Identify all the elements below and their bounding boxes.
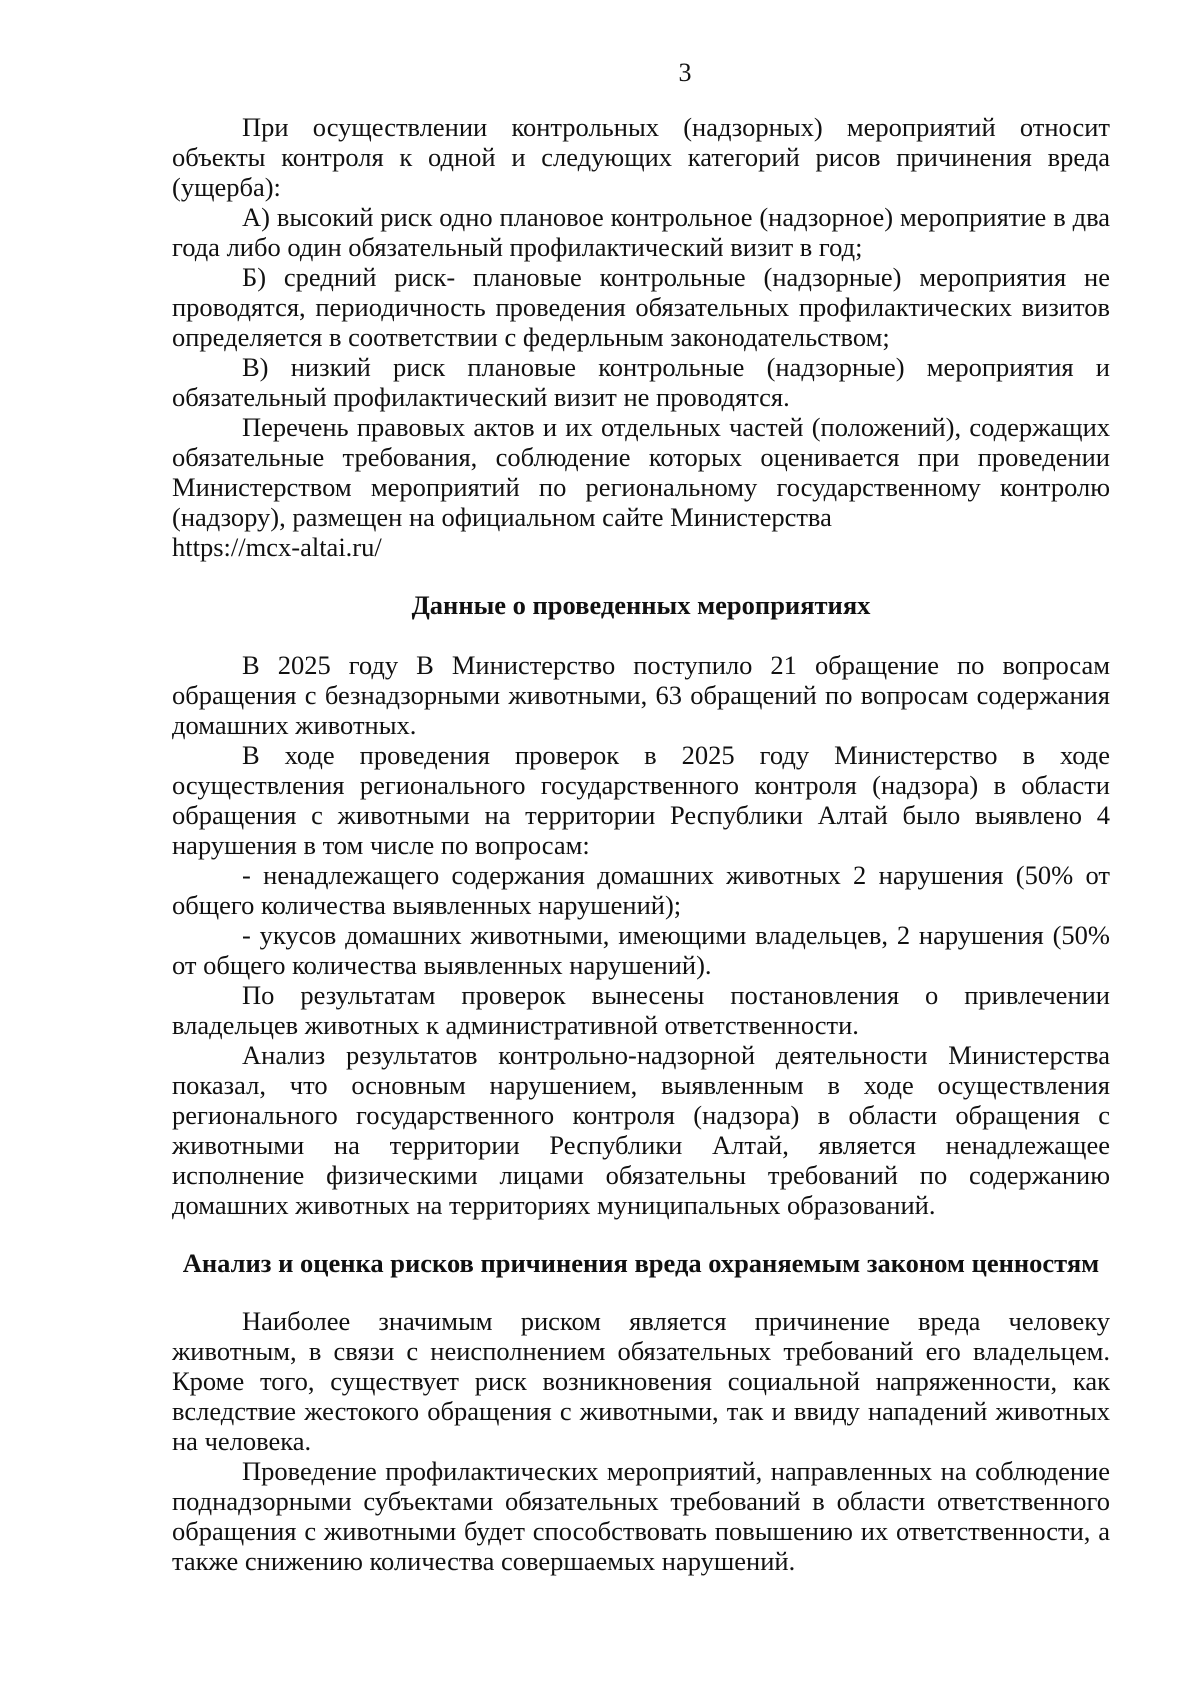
heading-risk-analysis: Анализ и оценка рисков причинения вреда охраняемым законом ценностям (182, 1248, 1100, 1278)
paragraph-main-risk: Наиболее значимым риском является причинение вреда человеку животным, в связи с неисполнением обязательных требований его владельцем. Кроме того, существует риск возникновения социальной напряженности, как вследствие жестокого обращения с животными, так и ввиду нападений животных на человека. (172, 1306, 1110, 1456)
ministry-website-link[interactable]: https://mcx-altai.ru/ (172, 532, 382, 562)
paragraph-resolutions: По результатам проверок вынесены постановления о привлечении владельцев животных к административной ответственности. (172, 980, 1110, 1040)
paragraph-analysis: Анализ результатов контрольно-надзорной деятельности Министерства показал, что основным нарушением, выявленным в ходе осуществления регионального государственного контроля (надзора) в области обращения с животными на территории Республики Алтай, является ненадлежащее исполнение физическими лицами обязательны требований по содержанию домашних животных на территориях муниципальных образований. (172, 1040, 1110, 1220)
document-body (172, 112, 1110, 1576)
paragraph-risk-categories-intro: При осуществлении контрольных (надзорных) мероприятий относит объекты контроля к одной и следующих категорий рисов причинения вреда (ущерба): (172, 112, 1110, 202)
paragraph-violation-bites: - укусов домашних животными, имеющими владельцев, 2 нарушения (50% от общего количества выявленных нарушений). (172, 920, 1110, 980)
heading-events-data: Данные о проведенных мероприятиях (411, 590, 871, 620)
paragraph-risk-high: А) высокий риск одно плановое контрольное (надзорное) мероприятие в два года либо один обязательный профилактический визит в год; (172, 202, 1110, 262)
paragraph-risk-medium: Б) средний риск- плановые контрольные (надзорные) мероприятия не проводятся, периодичность проведения обязательных профилактических визитов определяется в соответствии с федерльным законодательством; (172, 262, 1110, 352)
paragraph-violation-keeping: - ненадлежащего содержания домашних животных 2 нарушения (50% от общего количества выявленных нарушений); (172, 860, 1110, 920)
page-number: 3 (678, 58, 692, 87)
paragraph-legal-acts: Перечень правовых актов и их отдельных частей (положений), содержащих обязательные требования, соблюдение которых оценивается при проведении Министерством мероприятий по региональному государственному контролю (надзору), размещен на официальном сайте Министерства (172, 412, 1110, 532)
paragraph-inspections: В ходе проведения проверок в 2025 году Министерство в ходе осуществления регионального государственного контроля (надзора) в области обращения с животными на территории Республики Алтай было выявлено 4 нарушения в том числе по вопросам: (172, 740, 1110, 860)
paragraph-risk-low: В) низкий риск плановые контрольные (надзорные) мероприятия и обязательный профилактический визит не проводятся. (172, 352, 1110, 412)
ministry-website-link-line (172, 532, 1110, 562)
paragraph-appeals: В 2025 году В Министерство поступило 21 обращение по вопросам обращения с безнадзорными животными, 63 обращений по вопросам содержания домашних животных. (172, 650, 1110, 740)
paragraph-prevention: Проведение профилактических мероприятий, направленных на соблюдение поднадзорными субъектами обязательных требований в области ответственного обращения с животными будет способствовать повышению их ответственности, а также снижению количества совершаемых нарушений. (172, 1456, 1110, 1576)
